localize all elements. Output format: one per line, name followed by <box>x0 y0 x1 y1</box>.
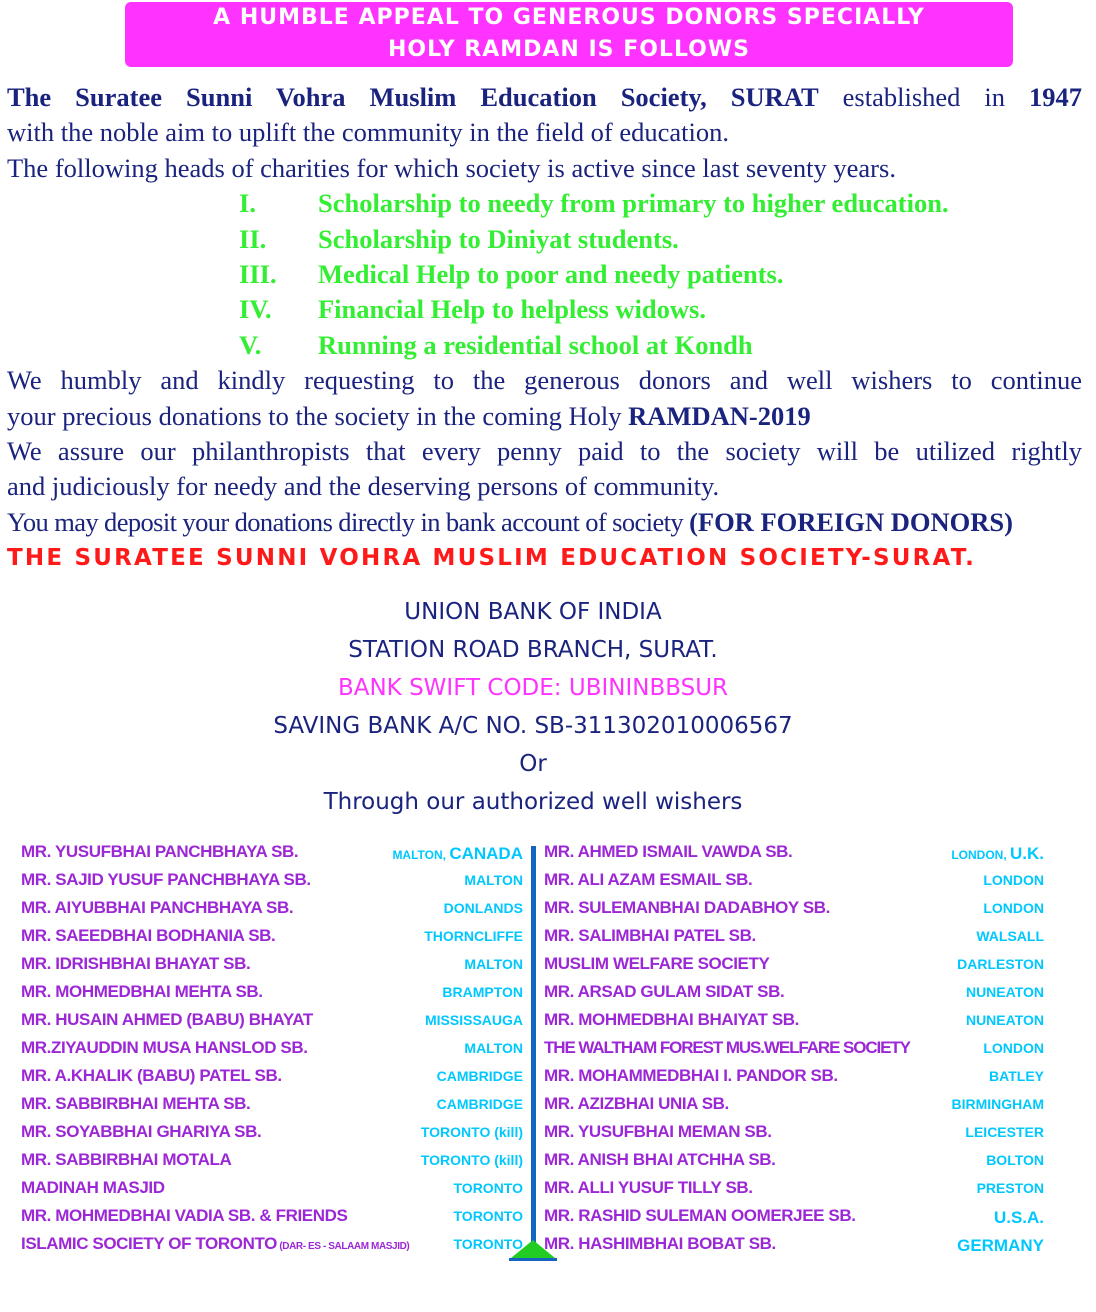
donor-name: MADINAH MASJID <box>21 1178 165 1197</box>
donor-column-left <box>21 838 523 1258</box>
donor-row <box>544 1230 1044 1258</box>
donor-row <box>544 1034 1044 1062</box>
divider-triangle-base <box>511 1240 555 1258</box>
donor-city: LONDON <box>983 872 1044 888</box>
donor-city: PRESTON <box>976 1180 1044 1196</box>
charity-list <box>7 186 1082 363</box>
donor-city: DONLANDS <box>443 900 523 916</box>
donor-city: MALTON <box>464 956 523 972</box>
donor-row <box>21 922 523 950</box>
charity-item <box>7 186 1082 221</box>
donor-name: MR. RASHID SULEMAN OOMERJEE SB. <box>544 1206 856 1225</box>
donor-row <box>544 922 1044 950</box>
charity-number: I. <box>239 188 256 219</box>
donor-row <box>544 1118 1044 1146</box>
donor-city: LONDON <box>983 900 1044 916</box>
donor-city: BIRMINGHAM <box>951 1096 1044 1112</box>
donor-name: MR. IDRISHBHAI BHAYAT SB. <box>21 954 251 973</box>
charity-number: II. <box>239 223 267 254</box>
donor-name: MR. ANISH BHAI ATCHHA SB. <box>544 1150 776 1169</box>
appeal-banner <box>125 2 1013 67</box>
request-line-2 <box>7 399 1082 434</box>
request-prefix: your precious donations to the society in the coming Holy <box>7 400 629 431</box>
intro-aim: with the noble aim to uplift the community in the field of education. <box>7 117 729 148</box>
donor-row <box>544 838 1044 866</box>
donor-city: MISSISSAUGA <box>424 1012 523 1028</box>
banner-line-2: HOLY RAMDAN IS FOLLOWS <box>387 37 750 62</box>
donor-city: CAMBRIDGE <box>436 1096 523 1112</box>
donor-name: MR. MOHAMMEDBHAI I. PANDOR SB. <box>544 1066 838 1085</box>
donor-row <box>21 950 523 978</box>
donor-row <box>544 1006 1044 1034</box>
donor-name: MR. HASHIMBHAI BOBAT SB. <box>544 1234 776 1253</box>
donor-name: MR. ARSAD GULAM SIDAT SB. <box>544 982 785 1001</box>
donor-city: WALSALL <box>976 928 1044 944</box>
donor-city: NUNEATON <box>965 984 1044 1000</box>
donor-city: MALTON <box>464 1040 523 1056</box>
bank-branch: STATION ROAD BRANCH, SURAT. <box>348 637 718 663</box>
charity-text: Running a residential school at Kondh <box>318 329 753 360</box>
donor-name: MR. AHMED ISMAIL VAWDA SB. <box>544 842 793 861</box>
donor-row <box>544 866 1044 894</box>
donor-city: THORNCLIFFE <box>424 928 523 944</box>
account-holder-name: THE SURATEE SUNNI VOHRA MUSLIM EDUCATION SOCIETY-SURAT. <box>7 545 977 572</box>
donor-city: TORONTO <box>453 1208 523 1224</box>
donor-row <box>21 1062 523 1090</box>
charity-text: Scholarship to needy from primary to higher education. <box>318 188 949 219</box>
column-divider <box>531 846 536 1256</box>
donor-name: MR. MOHMEDBHAI MEHTA SB. <box>21 982 263 1001</box>
donor-name: MR. YUSUFBHAI PANCHBHAYA SB. <box>21 842 299 861</box>
donor-name: MR. SAJID YUSUF PANCHBHAYA SB. <box>21 870 311 889</box>
donor-name: MR. SULEMANBHAI DADABHOY SB. <box>544 898 830 917</box>
banner-line-1: A HUMBLE APPEAL TO GENEROUS DONORS SPECIALLY <box>213 5 925 30</box>
donor-row <box>544 1062 1044 1090</box>
or-text: Or <box>519 751 547 777</box>
donor-name: THE WALTHAM FOREST MUS.WELFARE SOCIETY <box>544 1038 910 1057</box>
assure-line-2: and judiciously for needy and the deserving persons of community. <box>7 471 720 502</box>
donor-city: LEICESTER <box>965 1124 1044 1140</box>
intro-line-1 <box>7 80 1082 115</box>
established-text: established in <box>818 82 1029 112</box>
donor-row <box>544 1090 1044 1118</box>
donor-city: NUNEATON <box>965 1012 1044 1028</box>
donor-row <box>21 1230 523 1258</box>
donor-name: MR. SAEEDBHAI BODHANIA SB. <box>21 926 276 945</box>
assure-line-1: We assure our philanthropists that every penny paid to the society will be utilized rightly <box>7 436 1082 467</box>
established-year: 1947 <box>1029 82 1082 112</box>
heads-intro: The following heads of charities for which society is active since last seventy years. <box>7 152 896 183</box>
bank-name: UNION BANK OF INDIA <box>404 599 662 625</box>
donor-city: TORONTO (kill) <box>420 1124 523 1140</box>
donor-city: BOLTON <box>986 1152 1044 1168</box>
charity-item <box>7 328 1082 363</box>
donor-row <box>21 894 523 922</box>
donor-city: TORONTO (kill) <box>420 1152 523 1168</box>
request-line-1: We humbly and kindly requesting to the generous donors and well wishers to continue <box>7 365 1082 396</box>
charity-item <box>7 222 1082 257</box>
donor-row <box>21 1118 523 1146</box>
donor-city: LONDON <box>983 1040 1044 1056</box>
through-text: Through our authorized well wishers <box>323 789 743 815</box>
bank-details <box>0 593 1066 821</box>
donor-row <box>21 1090 523 1118</box>
divider-base-line <box>509 1258 557 1261</box>
donor-name: MR. SALIMBHAI PATEL SB. <box>544 926 756 945</box>
donor-name: MR. SABBIRBHAI MEHTA SB. <box>21 1094 251 1113</box>
donor-row <box>21 1006 523 1034</box>
charity-number: IV. <box>239 294 272 325</box>
deposit-text: You may deposit your donations directly in bank account of society <box>7 506 690 537</box>
donor-name: ISLAMIC SOCIETY OF TORONTO (DAR- ES - SALAAM MASJID) <box>21 1234 410 1253</box>
donor-column-right <box>544 838 1044 1258</box>
donor-name: MR. SABBIRBHAI MOTALA <box>21 1150 232 1169</box>
donor-row <box>544 1202 1044 1230</box>
donor-city: MALTON, CANADA <box>392 844 523 863</box>
charity-number: V. <box>239 329 262 360</box>
donor-name: MR. MOHMEDBHAI BHAIYAT SB. <box>544 1010 799 1029</box>
donor-city: BRAMPTON <box>442 984 523 1000</box>
charity-text: Financial Help to helpless widows. <box>318 294 706 325</box>
foreign-donors: (FOR FOREIGN DONORS) <box>689 506 1013 537</box>
deposit-line <box>7 505 1082 540</box>
donor-row <box>544 978 1044 1006</box>
donor-row <box>544 950 1044 978</box>
donor-city: GERMANY <box>957 1236 1044 1255</box>
donor-row <box>544 1146 1044 1174</box>
donor-city: TORONTO <box>453 1236 523 1252</box>
donor-city: MALTON <box>464 872 523 888</box>
donor-row <box>21 1202 523 1230</box>
charity-text: Scholarship to Diniyat students. <box>318 223 679 254</box>
donor-name: MR. SOYABBHAI GHARIYA SB. <box>21 1122 262 1141</box>
donor-row <box>544 894 1044 922</box>
donor-name: MR. MOHMEDBHAI VADIA SB. & FRIENDS <box>21 1206 348 1225</box>
donor-name: MR. AZIZBHAI UNIA SB. <box>544 1094 729 1113</box>
donor-name: MR. HUSAIN AHMED (BABU) BHAYAT <box>21 1010 313 1029</box>
donor-name: MR. ALLI YUSUF TILLY SB. <box>544 1178 753 1197</box>
donor-name: MR. ALI AZAM ESMAIL SB. <box>544 870 753 889</box>
donor-row <box>544 1174 1044 1202</box>
donor-row <box>21 838 523 866</box>
donor-city: BATLEY <box>989 1068 1044 1084</box>
donor-name: MUSLIM WELFARE SOCIETY <box>544 954 770 973</box>
donor-city: CAMBRIDGE <box>436 1068 523 1084</box>
donor-city: U.S.A. <box>993 1208 1044 1227</box>
donor-row <box>21 978 523 1006</box>
ramdan-year: RAMDAN-2019 <box>628 400 811 431</box>
donor-row <box>21 866 523 894</box>
appeal-body <box>7 80 1082 576</box>
charity-number: III. <box>239 259 277 290</box>
donor-row <box>21 1174 523 1202</box>
donor-city: LONDON, U.K. <box>951 844 1044 863</box>
donor-row <box>21 1034 523 1062</box>
donor-name: MR. YUSUFBHAI MEMAN SB. <box>544 1122 772 1141</box>
account-number: SAVING BANK A/C NO. SB-311302010006567 <box>273 713 793 739</box>
swift-code: BANK SWIFT CODE: UBININBBSUR <box>337 675 729 701</box>
charity-item <box>7 257 1082 292</box>
donor-name: MR. A.KHALIK (BABU) PATEL SB. <box>21 1066 282 1085</box>
donor-city: TORONTO <box>453 1180 523 1196</box>
charity-text: Medical Help to poor and needy patients. <box>318 259 784 290</box>
society-name: The Suratee Sunni Vohra Muslim Education Society, SURAT <box>7 82 819 112</box>
donor-name: MR.ZIYAUDDIN MUSA HANSLOD SB. <box>21 1038 308 1057</box>
donor-city: DARLESTON <box>957 956 1044 972</box>
charity-item <box>7 292 1082 327</box>
donor-name: MR. AIYUBBHAI PANCHBHAYA SB. <box>21 898 294 917</box>
donor-row <box>21 1146 523 1174</box>
